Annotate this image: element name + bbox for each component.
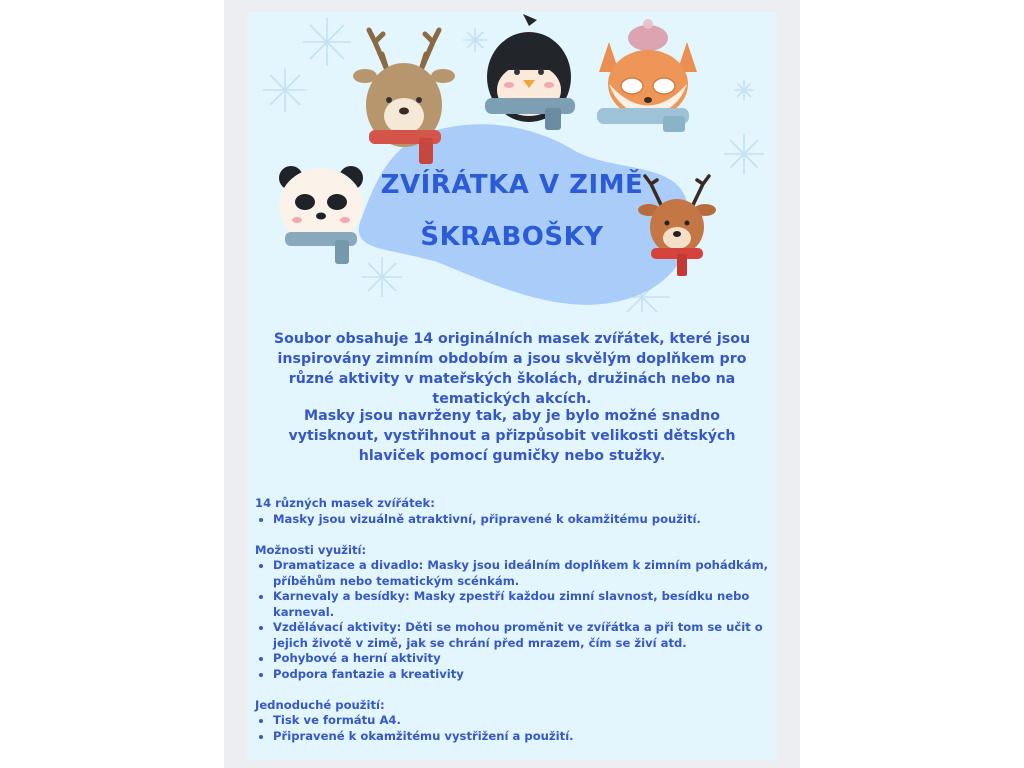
header-illustration [247,12,777,312]
list-item: • Podpora fantazie a kreativity [273,667,775,683]
title-line-2: ŠKRABOŠKY [420,222,604,252]
list-simple-use [255,713,775,744]
list-item: • Karnevaly a besídky: Masky zpestří každou zimní slavnost, besídku nebo karneval. [273,589,775,620]
section-heading-uses: Možnosti využití: [255,542,367,557]
section-heading-masks: 14 různých masek zvířátek: [255,496,435,510]
list-item: • Vzdělávací aktivity: Děti se mohou proměnit ve zvířátka a při tom se učit o jejich životě v zimě, jak se chrání před mrazem, čím se živí atd. [273,620,775,651]
intro-paragraph-2: Masky jsou navrženy tak, aby je bylo možné snadno vytisknout, vystřihnout a přizpůsobit velikosti dětských hlaviček pomocí gumičky nebo stužky. [288,408,736,464]
document-page [247,12,777,760]
list-uses [255,558,775,682]
feature-lists [255,496,775,760]
fox-icon [597,19,697,132]
list-item: • Připravené k okamžitému vystřižení a použití. [273,729,775,745]
list-item: • Tisk ve formátu A4. [273,713,775,729]
list-item: • Masky jsou vizuálně atraktivní, připravené k okamžitému použití. [273,512,775,528]
penguin-icon [485,14,575,130]
title-line-1: ZVÍŘÁTKA V ZIMĚ [380,170,644,200]
list-masks [255,512,775,528]
blue-blob-shape [359,124,691,305]
list-item: • Pohybové a herní aktivity [273,651,775,667]
intro-paragraph-1: Soubor obsahuje 14 originálních masek zvířátek, které jsou inspirovány zimním obdobím a jsou skvělým doplňkem pro různé aktivity v mateřských školách, družinách nebo na tematických akcích. [273,331,751,407]
section-heading-simple-use: Jednoduché použití: [255,697,385,712]
list-item: • Dramatizace a divadlo: Masky jsou ideálním doplňkem k zimním pohádkám, příběhům nebo tematickým scénkám. [273,558,775,589]
